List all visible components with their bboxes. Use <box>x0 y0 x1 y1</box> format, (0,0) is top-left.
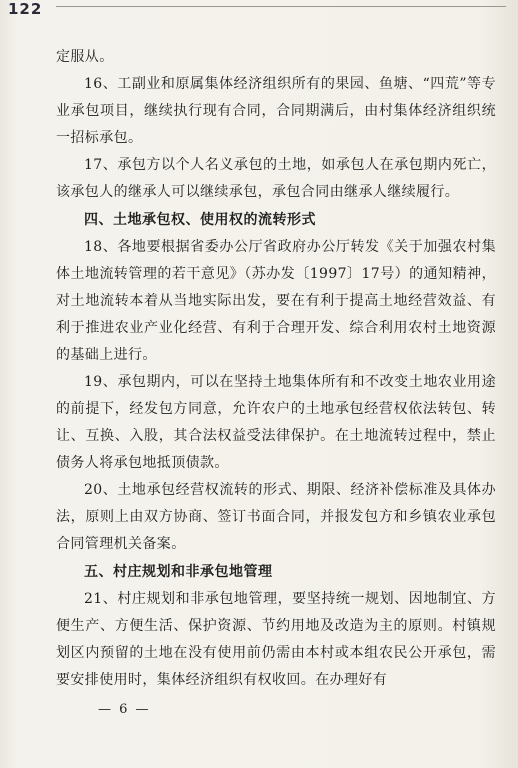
section-heading-4: 四、土地承包权、使用权的流转形式 <box>84 212 316 228</box>
paragraph-18: 18、各地要根据省委办公厅省政府办公厅转发《关于加强农村集体土地流转管理的若干意见》（苏办发〔1997〕17号）的通知精神，对土地流转本着从当地实际出发，要在有利于提高土地经营效益、有利于推进农业产业化经营、有利于合理开发、综合利用农村土地资源的基础上进行。 <box>56 239 496 363</box>
paragraph-17: 17、承包方以个人名义承包的土地，如承包人在承包期内死亡，该承包人的继承人可以继续承包，承包合同由继承人继续履行。 <box>56 157 496 200</box>
paragraph-16: 16、工副业和原属集体经济组织所有的果园、鱼塘、“四荒”等专业承包项目，继续执行现有合同，合同期满后，由村集体经济组织统一招标承包。 <box>56 76 496 146</box>
top-rule <box>56 6 506 7</box>
paragraph-20: 20、土地承包经营权流转的形式、期限、经济补偿标准及具体办法，原则上由双方协商、签订书面合同，并报发包方和乡镇农业承包合同管理机关备案。 <box>56 482 496 552</box>
section-heading-5: 五、村庄规划和非承包地管理 <box>84 564 273 580</box>
page-number: — 6 — <box>98 702 151 717</box>
handwritten-page-mark: 122 <box>8 0 43 18</box>
paragraph-19: 19、承包期内，可以在坚持土地集体所有和不改变土地农业用途的前提下，经发包方同意，允许农户的土地承包经营权依法转包、转让、互换、入股，其合法权益受法律保护。在土地流转过程中，禁止债务人将承包地抵顶债款。 <box>56 374 496 471</box>
paragraph-21: 21、村庄规划和非承包地管理，要坚持统一规划、因地制宜、方便生产、方便生活、保护资源、节约用地及改造为主的原则。村镇规划区内预留的土地在没有使用前仍需由本村或本组农民公开承包，需要安排使用时，集体经济组织有权收回。在办理好有 <box>56 591 496 688</box>
paragraph-continued: 定服从。 <box>56 49 114 65</box>
document-body <box>56 44 496 694</box>
